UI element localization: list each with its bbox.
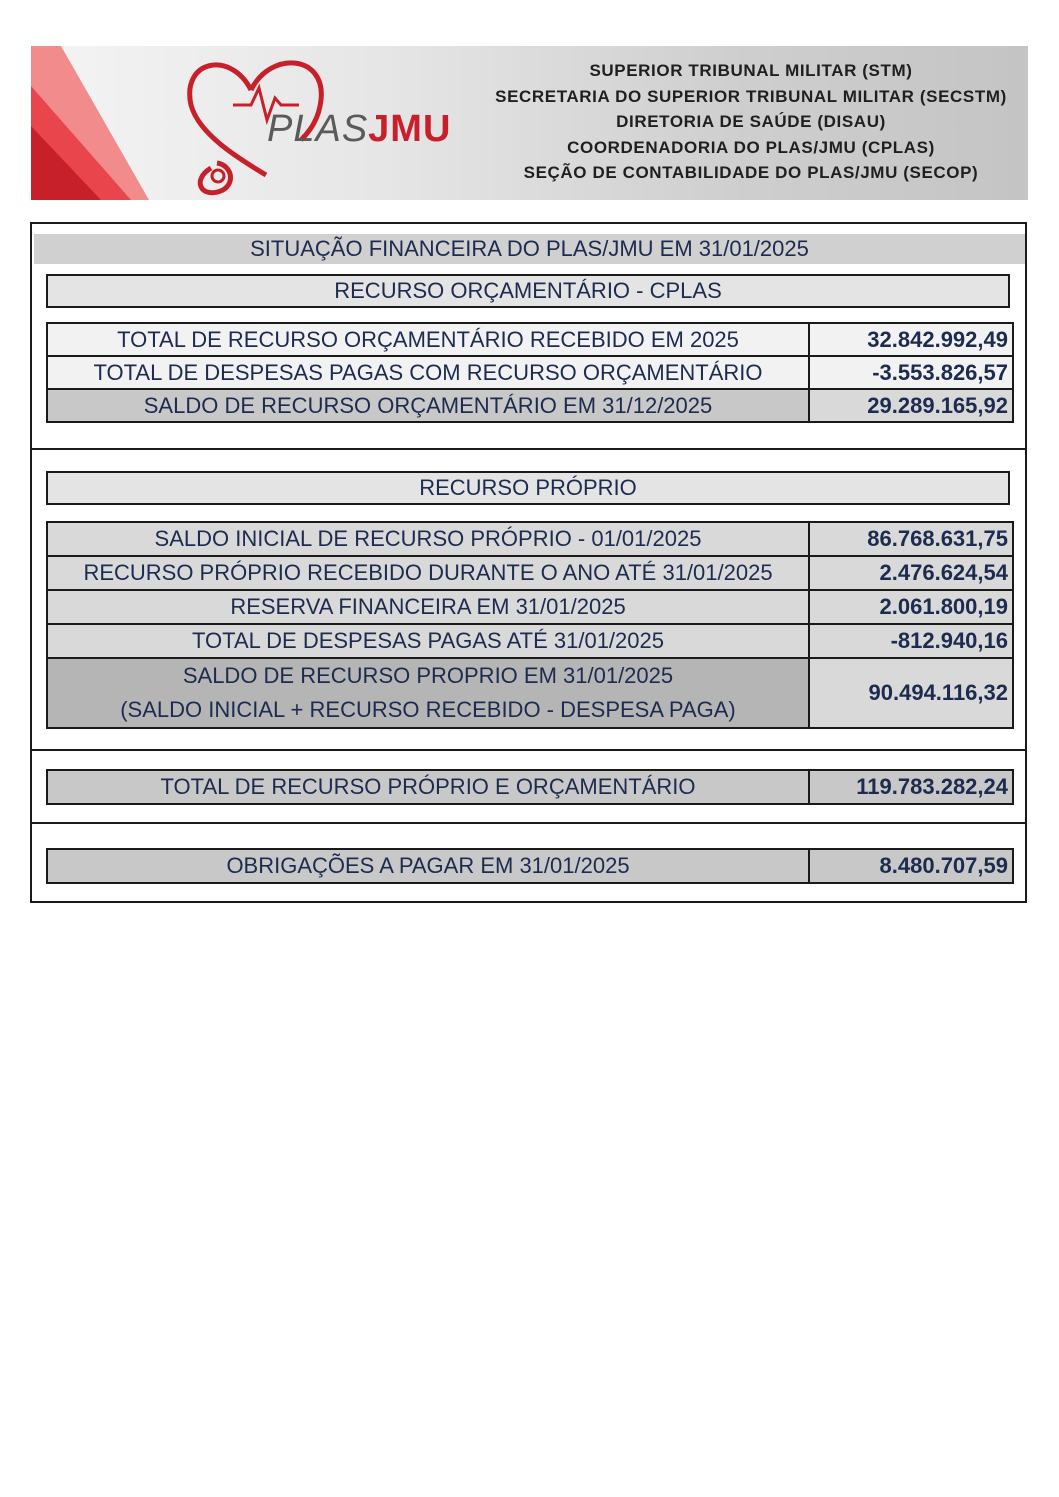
row-label: RECURSO PRÓPRIO RECEBIDO DURANTE O ANO ATÉ 31/01/2025 — [47, 556, 809, 590]
report-title: SITUAÇÃO FINANCEIRA DO PLAS/JMU EM 31/01/2025 — [34, 234, 1025, 264]
table-row — [47, 323, 1013, 356]
row-label: SALDO DE RECURSO ORÇAMENTÁRIO EM 31/12/2025 — [47, 389, 809, 422]
decorative-triangles — [31, 46, 171, 200]
header-line: SEÇÃO DE CONTABILIDADE DO PLAS/JMU (SECOP) — [523, 163, 979, 182]
total-table — [46, 769, 1014, 805]
saldo-proprio-label — [47, 658, 809, 728]
header-line: SUPERIOR TRIBUNAL MILITAR (STM) — [589, 61, 913, 80]
institution-header — [441, 58, 1028, 186]
row-label: TOTAL DE DESPESAS PAGAS ATÉ 31/01/2025 — [47, 624, 809, 658]
section-divider — [32, 448, 1025, 450]
row-value: 86.768.631,75 — [809, 522, 1013, 556]
section-divider — [32, 822, 1025, 824]
table-row — [47, 556, 1013, 590]
orcamentario-table — [46, 322, 1014, 423]
table-row — [47, 522, 1013, 556]
financial-report — [30, 222, 1027, 903]
total-label: TOTAL DE RECURSO PRÓPRIO E ORÇAMENTÁRIO — [47, 770, 809, 804]
table-row — [47, 590, 1013, 624]
obrigacoes-label: OBRIGAÇÕES A PAGAR EM 31/01/2025 — [47, 849, 809, 883]
header-line: SECRETARIA DO SUPERIOR TRIBUNAL MILITAR (SECSTM) — [495, 86, 1007, 106]
row-value: -812.940,16 — [809, 624, 1013, 658]
table-row-saldo — [47, 658, 1013, 728]
saldo-label-line2: (SALDO INICIAL + RECURSO RECEBIDO - DESPESA PAGA) — [120, 697, 736, 722]
proprio-table — [46, 521, 1014, 729]
logo-text-plas: PLAS — [267, 108, 369, 150]
row-label: SALDO INICIAL DE RECURSO PRÓPRIO - 01/01/2025 — [47, 522, 809, 556]
row-value: -3.553.826,57 — [809, 356, 1013, 389]
row-value: 32.842.992,49 — [809, 323, 1013, 356]
section-heading-proprio: RECURSO PRÓPRIO — [46, 471, 1010, 505]
plasjmu-logo — [267, 108, 451, 151]
obrigacoes-table — [46, 848, 1014, 884]
saldo-proprio-value: 90.494.116,32 — [809, 658, 1013, 728]
header-line: COORDENADORIA DO PLAS/JMU (CPLAS) — [567, 137, 935, 157]
header-line: DIRETORIA DE SAÚDE (DISAU) — [616, 112, 886, 131]
table-row — [47, 624, 1013, 658]
row-value: 29.289.165,92 — [809, 389, 1013, 422]
table-row — [47, 356, 1013, 389]
total-value: 119.783.282,24 — [809, 770, 1013, 804]
table-row — [47, 849, 1013, 883]
table-row — [47, 389, 1013, 422]
section-divider — [32, 749, 1025, 751]
section-heading-orcamentario: RECURSO ORÇAMENTÁRIO - CPLAS — [46, 274, 1010, 308]
row-value: 2.061.800,19 — [809, 590, 1013, 624]
saldo-label-line1: SALDO DE RECURSO PROPRIO EM 31/01/2025 — [182, 663, 674, 688]
row-label: TOTAL DE RECURSO ORÇAMENTÁRIO RECEBIDO EM 2025 — [47, 323, 809, 356]
row-value: 2.476.624,54 — [809, 556, 1013, 590]
row-label: RESERVA FINANCEIRA EM 31/01/2025 — [47, 590, 809, 624]
row-label: TOTAL DE DESPESAS PAGAS COM RECURSO ORÇAMENTÁRIO — [47, 356, 809, 389]
logo-text-jmu: JMU — [368, 108, 452, 150]
obrigacoes-value: 8.480.707,59 — [809, 849, 1013, 883]
header-banner — [31, 46, 1028, 200]
table-row — [47, 770, 1013, 804]
